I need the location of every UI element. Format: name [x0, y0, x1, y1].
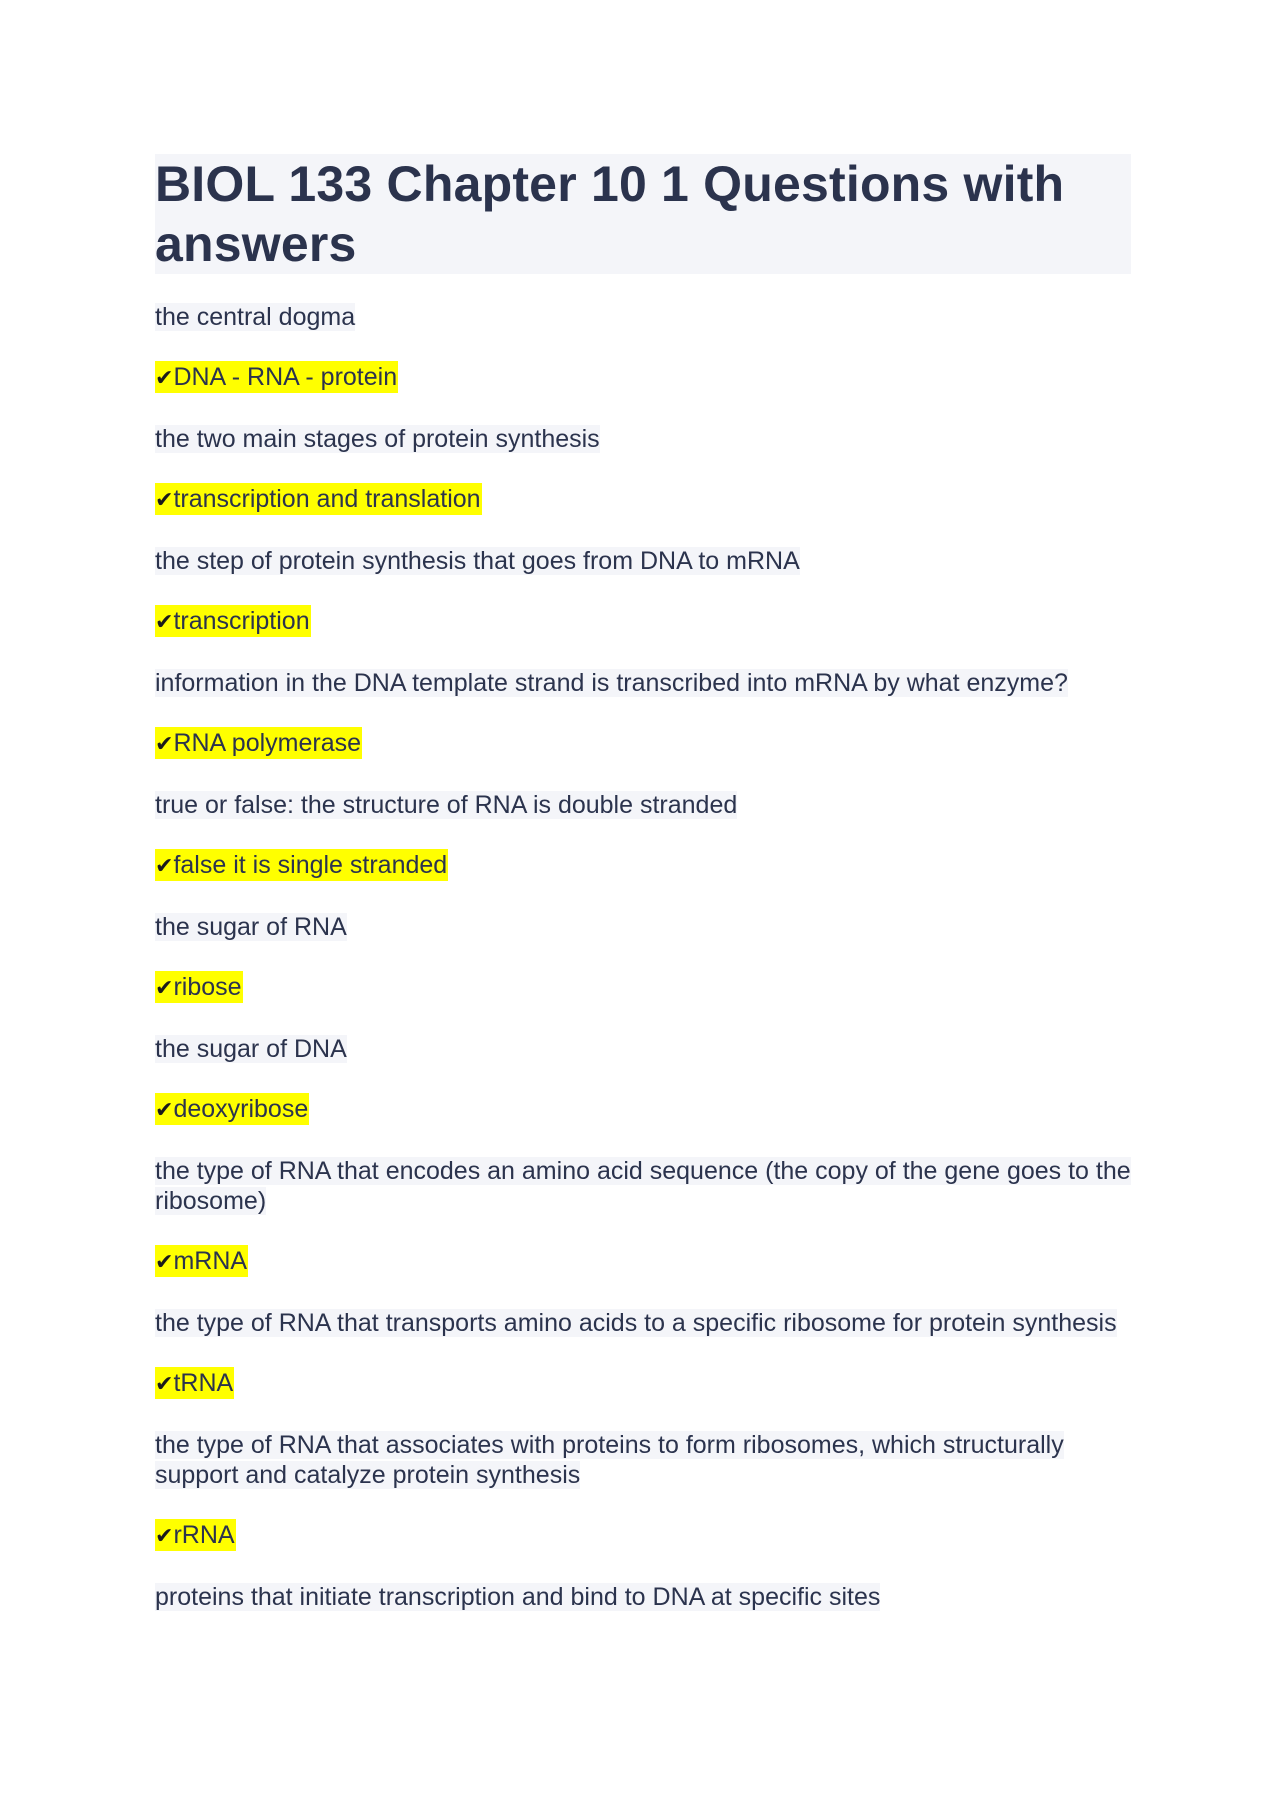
question-text: the type of RNA that associates with proteins to form ribosomes, which structurally support and catalyze protein synthesis	[155, 1431, 1064, 1489]
qa-item	[155, 1156, 1131, 1278]
answer-highlight	[155, 971, 243, 1003]
qa-item	[155, 302, 1131, 394]
answer-highlight	[155, 1367, 234, 1399]
checkmark-icon: ✔	[155, 488, 174, 513]
answer-text: transcription and translation	[173, 485, 481, 513]
qa-item	[155, 668, 1131, 760]
question-text: the type of RNA that encodes an amino acid sequence (the copy of the gene goes to the ribosome)	[155, 1157, 1131, 1215]
answer-text: ribose	[173, 973, 242, 1001]
qa-item	[155, 1582, 1131, 1612]
answer-text: deoxyribose	[173, 1095, 309, 1123]
answer-text: mRNA	[173, 1247, 248, 1275]
question-text: the two main stages of protein synthesis	[155, 425, 600, 453]
answer-text: false it is single stranded	[173, 851, 448, 879]
question-text: true or false: the structure of RNA is double stranded	[155, 791, 738, 819]
qa-item	[155, 546, 1131, 638]
checkmark-icon: ✔	[155, 732, 174, 757]
qa-item	[155, 1308, 1131, 1400]
checkmark-icon: ✔	[155, 854, 174, 879]
answer-highlight	[155, 1093, 309, 1125]
checkmark-icon: ✔	[155, 1524, 174, 1549]
document-title: BIOL 133 Chapter 10 1 Questions with answers	[155, 156, 1065, 272]
question-text: the central dogma	[155, 303, 356, 331]
question-text: the sugar of DNA	[155, 1035, 347, 1063]
answer-highlight	[155, 605, 311, 637]
answer-highlight	[155, 727, 362, 759]
answer-text: transcription	[173, 607, 310, 635]
title-block	[155, 154, 1131, 274]
checkmark-icon: ✔	[155, 1372, 174, 1397]
answer-highlight	[155, 849, 448, 881]
qa-item	[155, 1430, 1131, 1552]
document-page	[155, 154, 1131, 1642]
checkmark-icon: ✔	[155, 1098, 174, 1123]
question-text: information in the DNA template strand is transcribed into mRNA by what enzyme?	[155, 669, 1068, 697]
checkmark-icon: ✔	[155, 1250, 174, 1275]
checkmark-icon: ✔	[155, 976, 174, 1001]
answer-highlight	[155, 1519, 236, 1551]
question-text: the step of protein synthesis that goes from DNA to mRNA	[155, 547, 800, 575]
question-text: the sugar of RNA	[155, 913, 347, 941]
qa-item	[155, 912, 1131, 1004]
qa-list	[155, 302, 1131, 1612]
answer-text: tRNA	[173, 1369, 234, 1397]
qa-item	[155, 424, 1131, 516]
answer-text: rRNA	[173, 1521, 235, 1549]
answer-text: DNA - RNA - protein	[173, 363, 398, 391]
question-text: proteins that initiate transcription and bind to DNA at specific sites	[155, 1583, 881, 1611]
answer-highlight	[155, 483, 482, 515]
answer-highlight	[155, 1245, 248, 1277]
checkmark-icon: ✔	[155, 610, 174, 635]
answer-highlight	[155, 361, 398, 393]
question-text: the type of RNA that transports amino acids to a specific ribosome for protein synthesis	[155, 1309, 1117, 1337]
qa-item	[155, 790, 1131, 882]
checkmark-icon: ✔	[155, 366, 174, 391]
answer-text: RNA polymerase	[173, 729, 362, 757]
qa-item	[155, 1034, 1131, 1126]
